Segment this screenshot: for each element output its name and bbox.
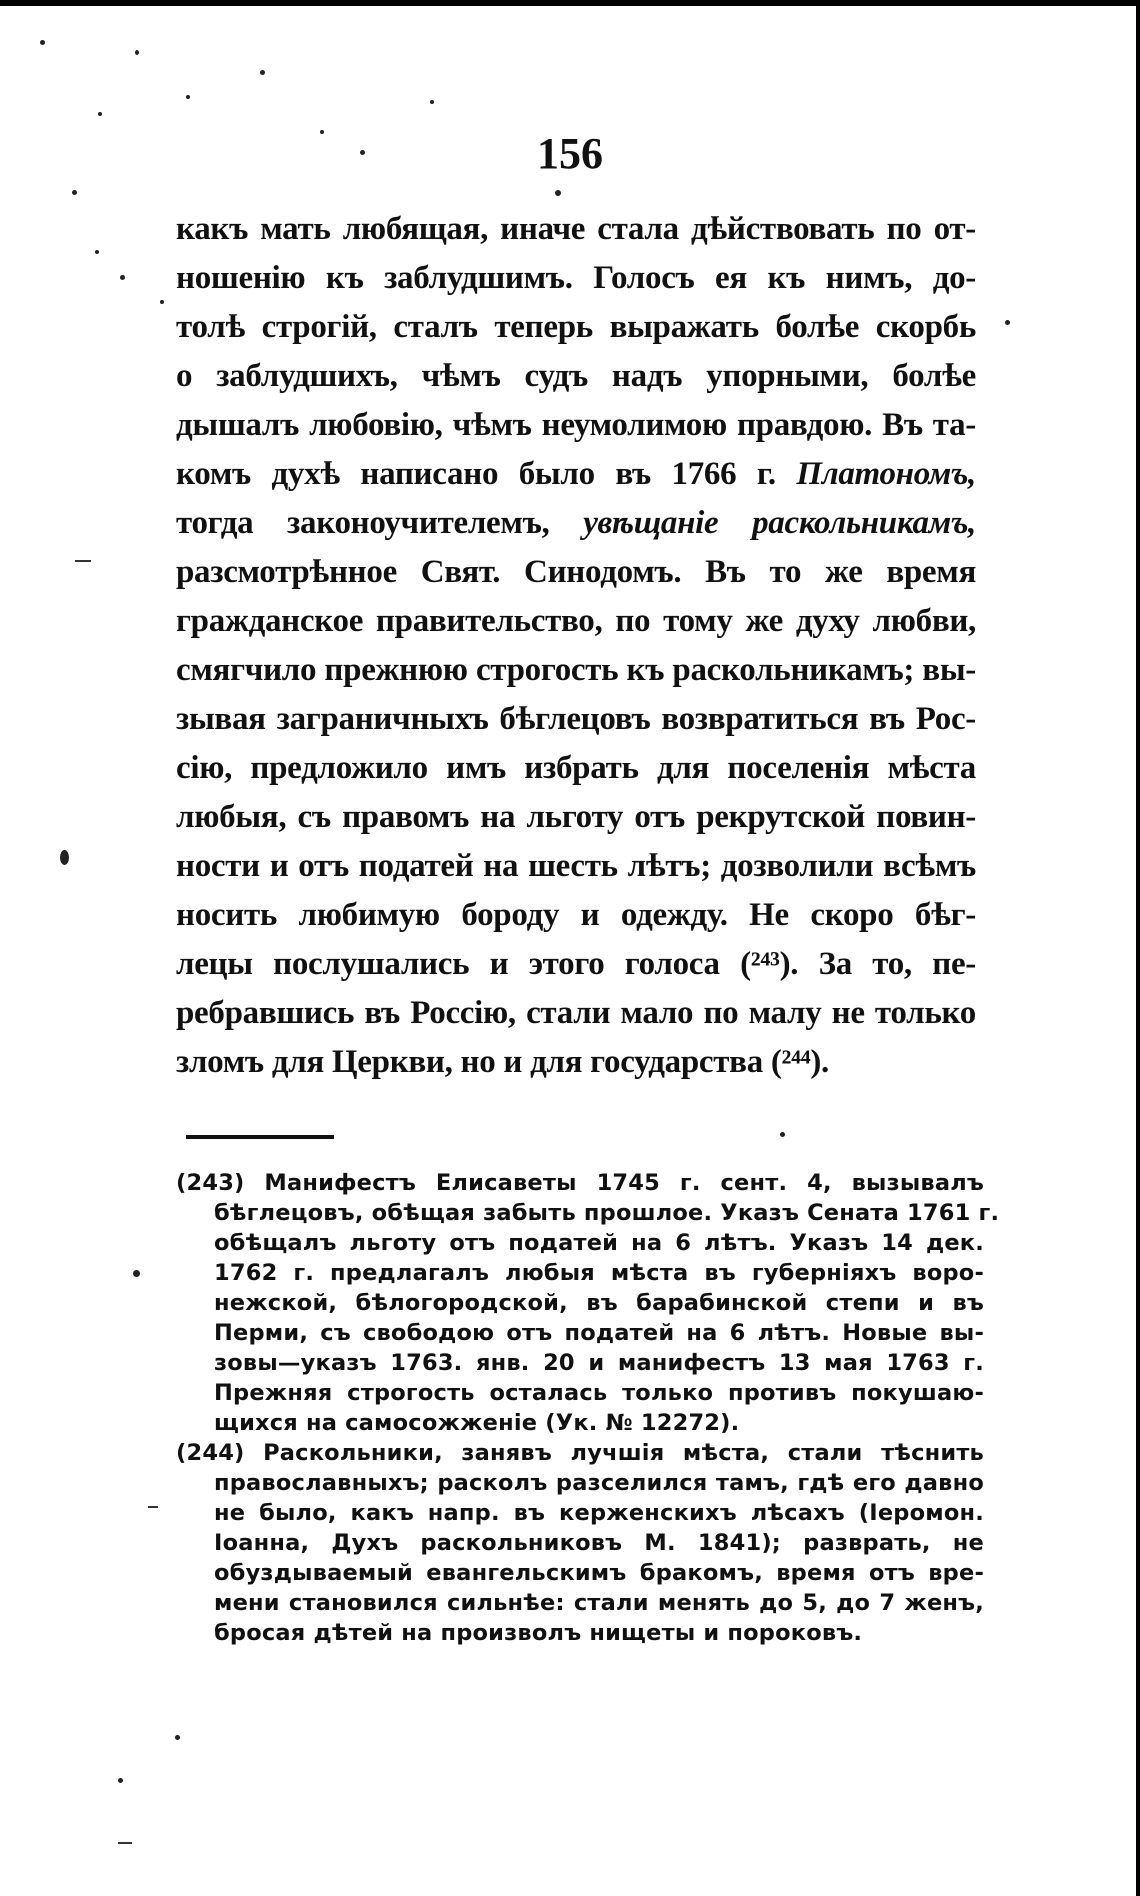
scan-mark	[75, 560, 91, 562]
footnote-line: 1762 г. предлагалъ любыя мѣста въ губерніяхъ воро-	[214, 1260, 984, 1286]
page-number: 156	[537, 129, 603, 178]
footnote-line: Перми, съ свободою отъ податей на 6 лѣтъ. Новые вы-	[214, 1320, 984, 1346]
footnote-line: бросая дѣтей на произволъ нищеты и пороковъ.	[214, 1620, 863, 1646]
text-line: ности и отъ податей на шесть лѣтъ; дозволили всѣмъ	[176, 848, 976, 884]
scan-speck	[135, 50, 139, 55]
text-line: сію, предложило имъ избрать для поселенія мѣста	[176, 750, 976, 786]
text-line-with-italic	[176, 499, 976, 548]
footnote-line: Прежняя строгость осталась только противъ покушаю-	[214, 1380, 984, 1406]
text-line: лецы послушались и этого голоса (²⁴³). За то, пе-	[176, 946, 976, 982]
scan-speck	[133, 1270, 140, 1277]
text-line: зывая заграничныхъ бѣглецовъ возвратиться въ Рос-	[176, 701, 976, 737]
scan-speck	[160, 300, 164, 304]
scan-speck	[175, 1735, 180, 1740]
footnote-line: не было, какъ напр. въ керженскихъ лѣсахъ (Іеромон.	[214, 1500, 984, 1526]
text-line: любыя, съ правомъ на льготу отъ рекрутской повин-	[176, 799, 976, 835]
scan-speck	[120, 275, 125, 280]
footnote-line: нежской, бѣлогородской, въ барабинской степи и въ	[214, 1290, 984, 1316]
scan-speck	[186, 95, 190, 99]
scan-speck	[60, 850, 69, 865]
scan-speck	[780, 1132, 785, 1137]
footnote-line: Іоанна, Духъ раскольниковъ М. 1841); разврать, не	[214, 1530, 984, 1556]
text-segment: комъ духѣ написано было въ 1766 г.	[176, 456, 797, 492]
footnote-line: зовы—указъ 1763. янв. 20 и манифестъ 13 мая 1763 г.	[214, 1350, 984, 1376]
footnote-line: обѣщалъ льготу отъ податей на 6 лѣтъ. Указъ 14 дек.	[214, 1230, 984, 1256]
scan-speck	[118, 1778, 123, 1783]
text-segment: тогда законоучителемъ,	[176, 505, 584, 541]
text-line: толѣ строгій, сталъ теперь выражать болѣе скорбь	[176, 309, 976, 345]
scan-speck	[72, 190, 77, 195]
scan-speck	[98, 112, 102, 116]
text-line: разсмотрѣнное Свят. Синодомъ. Въ то же время	[176, 554, 976, 590]
scan-speck	[260, 70, 265, 75]
scan-right-edge	[1136, 0, 1140, 1896]
footnote-line: (244) Раскольники, занявъ лучшія мѣста, стали тѣснить	[176, 1440, 984, 1466]
italic-author-name: Платономъ,	[796, 456, 976, 492]
scan-mark	[118, 1842, 132, 1844]
footnote-line: обуздываемый евангельскимъ бракомъ, время отъ вре-	[214, 1560, 984, 1586]
scan-speck	[555, 190, 561, 196]
scan-speck	[430, 100, 434, 104]
text-line: гражданское правительство, по тому же духу любви,	[176, 603, 976, 639]
italic-work-title: увѣщаніе раскольникамъ,	[583, 505, 976, 541]
text-line: зломъ для Церкви, но и для государства (²⁴⁴).	[176, 1044, 829, 1080]
footnote-line: мени становился сильнѣе: стали менять до 5, до 7 женъ,	[214, 1590, 984, 1616]
text-line: о заблудшихъ, чѣмъ судъ надъ упорными, болѣе	[176, 358, 976, 394]
text-line-with-italic	[176, 450, 976, 499]
scan-top-edge	[0, 0, 1140, 6]
footnote-line: православныхъ; расколъ разселился тамъ, гдѣ его давно	[214, 1470, 984, 1496]
footnote-244	[176, 1438, 984, 1648]
scan-speck	[40, 40, 45, 45]
main-body-text	[176, 205, 976, 1087]
footnote-line: (243) Манифестъ Елисаветы 1745 г. сент. 4, вызывалъ	[176, 1170, 984, 1196]
footnotes	[176, 1168, 1000, 1648]
text-line: дышалъ любовію, чѣмъ неумолимою правдою. Въ та-	[176, 407, 976, 443]
footnote-line: щихся на самосожженіе (Ук. № 12272).	[214, 1410, 740, 1436]
scan-speck	[1005, 320, 1010, 325]
scan-mark	[148, 1506, 158, 1508]
text-line: ношенію къ заблудшимъ. Голосъ ея къ нимъ, до-	[176, 260, 976, 296]
footnote-243	[176, 1168, 1000, 1438]
footnote-line: бѣглецовъ, обѣщая забыть прошлое. Указъ Сената 1761 г.	[214, 1200, 1000, 1226]
text-line: какъ мать любящая, иначе стала дѣйствовать по от-	[176, 211, 976, 247]
footnote-separator-rule	[186, 1135, 334, 1139]
text-line: ребравшись въ Россію, стали мало по малу не только	[176, 995, 976, 1031]
text-line: носить любимую бороду и одежду. Не скоро бѣг-	[176, 897, 976, 933]
scan-speck	[95, 250, 99, 254]
text-line: смягчило прежнюю строгость къ раскольникамъ; вы-	[176, 652, 976, 688]
